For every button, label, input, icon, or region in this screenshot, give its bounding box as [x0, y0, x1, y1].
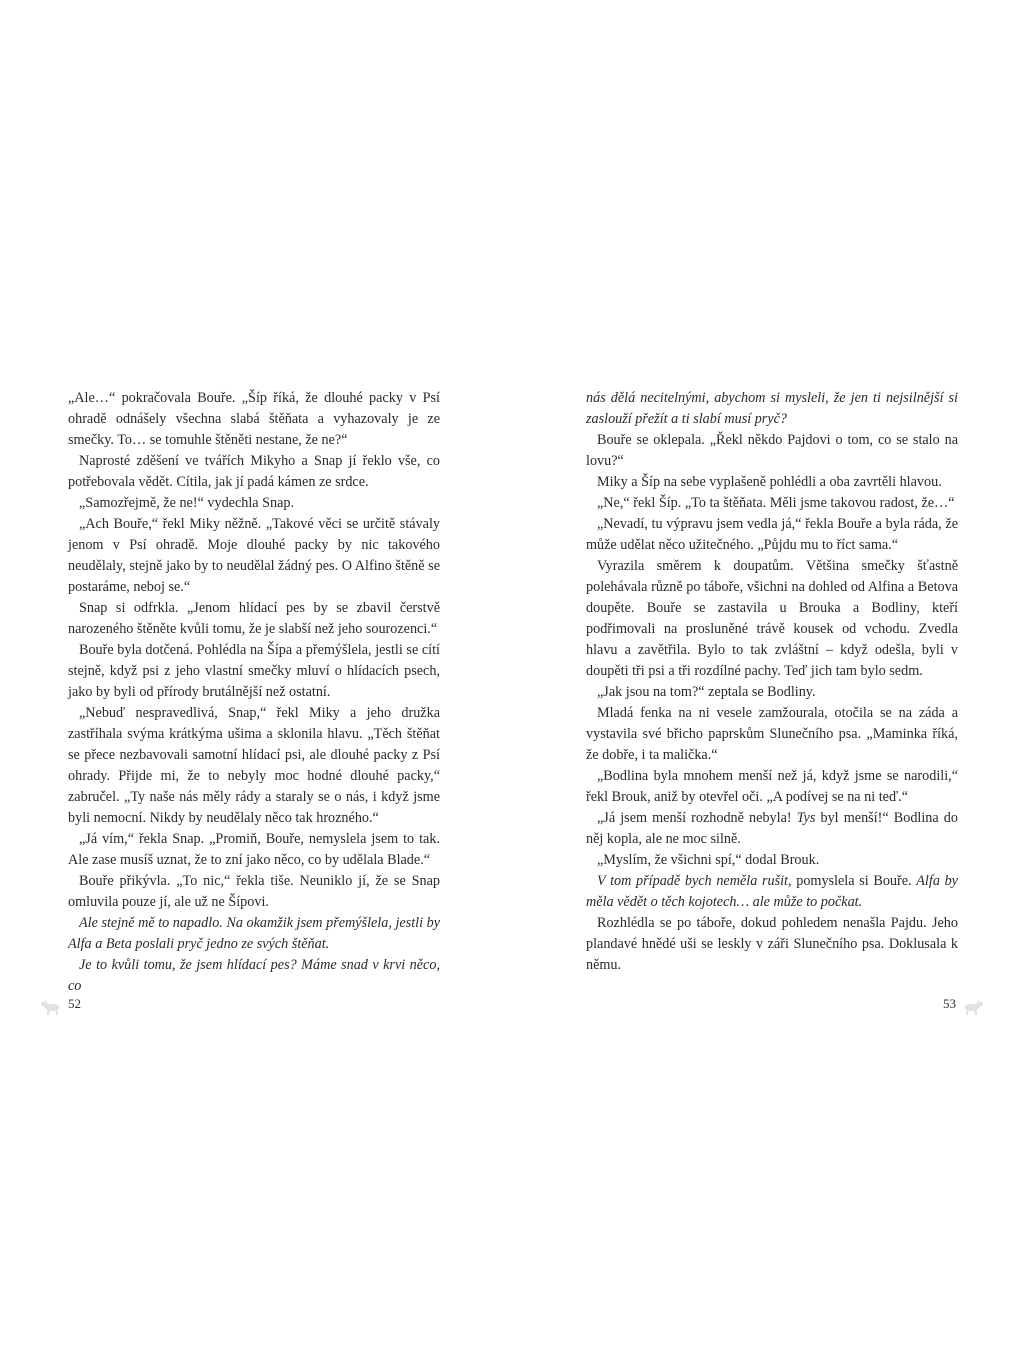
- left-page: [68, 388, 440, 997]
- paragraph: „Nebuď nespravedlivá, Snap,“ řekl Miky a jeho družka zastříhala svýma krátkýma ušima a sklonila hlavu. „Těch štěňat se přece nezbavovali samotní hlídací psi, ale dlouhé packy z Psí ohrady. Přijde mi, že to nebyly moc hodné dlouhé packy,“ zabručel. „Ty naše nás měly rády a staraly se o nás, i když jsme byli nemocní. Nikdy by neudělaly něco tak hrozného.“: [68, 705, 440, 826]
- text-run: pomyslela si Bouře.: [791, 873, 917, 889]
- paragraph: [586, 808, 958, 850]
- italic-thought-paragraph: Je to kvůli tomu, že jsem hlídací pes? Máme snad v krvi něco, co: [68, 957, 440, 994]
- paragraph: „Ne,“ řekl Šíp. „To ta štěňata. Měli jsme takovou radost, že…“: [597, 495, 955, 511]
- paragraph: „Jak jsou na tom?“ zeptala se Bodliny.: [597, 684, 816, 700]
- paragraph: „Samozřejmě, že ne!“ vydechla Snap.: [79, 495, 295, 511]
- text-run: byl menší!“ Bodlina do něj kopla, ale ne moc silně.: [586, 810, 958, 847]
- paragraph: Mladá fenka na ni vesele zamžourala, otočila se na záda a vystavila své břicho paprskům Slunečního psa. „Maminka říká, že dobře, i ta malička.“: [586, 705, 958, 763]
- dog-silhouette-icon: [38, 994, 62, 1018]
- text-run: „Já jsem menší rozhodně nebyla!: [597, 810, 797, 826]
- paragraph: „Ale…“ pokračovala Bouře. „Šíp říká, že dlouhé packy v Psí ohradě odnášely všechna slabá štěňata a vyhazovaly je ze smečky. To… se tomuhle štěněti nestane, že ne?“: [68, 390, 440, 448]
- paragraph: „Myslím, že všichni spí,“ dodal Brouk.: [597, 852, 820, 868]
- page-number: 52: [68, 996, 81, 1011]
- paragraph: „Bodlina byla mnohem menší než já, když jsme se narodili,“ řekl Brouk, aniž by otevřel oči. „A podívej se na ni teď.“: [586, 768, 958, 805]
- italic-thought-paragraph: nás dělá necitelnými, abychom si mysleli, že jen ti nejsilnější si zaslouží přežít a ti slabí musí pryč?: [586, 390, 958, 427]
- paragraph: Rozhlédla se po táboře, dokud pohledem nenašla Pajdu. Jeho plandavé hnědé uši se leskly v záři Slunečního psa. Doklusala k němu.: [586, 915, 958, 973]
- paragraph: Snap si odfrkla. „Jenom hlídací pes by se zbavil čerstvě narozeného štěněte kvůli tomu, že je slabší než jeho sourozenci.“: [68, 600, 440, 637]
- paragraph: [586, 871, 958, 913]
- emphasis: Alfa by měla vědět o těch kojotech… ale může to počkat.: [586, 873, 958, 910]
- paragraph: Miky a Šíp na sebe vyplašeně pohlédli a oba zavrtěli hlavou.: [597, 474, 942, 490]
- paragraph: „Nevadí, tu výpravu jsem vedla já,“ řekla Bouře a byla ráda, že může udělat něco užitečného. „Půjdu mu to říct sama.“: [586, 516, 958, 553]
- right-page: [586, 388, 958, 976]
- paragraph: Bouře se oklepala. „Řekl někdo Pajdovi o tom, co se stalo na lovu?“: [586, 432, 958, 469]
- paragraph: Bouře byla dotčená. Pohlédla na Šípa a přemýšlela, jestli se cítí stejně, když psi z jeho vlastní smečky mluví o hlídacích psech, jako by byli od přírody brutálnější než ostatní.: [68, 642, 440, 700]
- italic-thought-paragraph: Ale stejně mě to napadlo. Na okamžik jsem přemýšlela, jestli by Alfa a Beta poslali pryč jedno ze svých štěňat.: [68, 915, 440, 952]
- paragraph: „Já vím,“ řekla Snap. „Promiň, Bouře, nemyslela jsem to tak. Ale zase musíš uznat, že to zní jako něco, co by udělala Blade.“: [68, 831, 440, 868]
- emphasis: Tys: [796, 810, 816, 826]
- dog-silhouette-icon: [962, 994, 986, 1018]
- emphasis: V tom případě bych neměla rušit,: [597, 873, 792, 889]
- paragraph: Vyrazila směrem k doupatům. Většina smečky šťastně polehávala různě po táboře, všichni na dohled od Alfina a Betova doupěte. Bouře se zastavila u Brouka a Bodliny, kteří podřimovali na prosluněné trávě kousek od vchodu. Zvedla hlavu a zavětřila. Bylo to tak zvláštní – když odešla, byli v doupěti tři psi a tři rozdílné pachy. Teď jich tam bylo sedm.: [586, 558, 958, 679]
- paragraph: „Ach Bouře,“ řekl Miky něžně. „Takové věci se určitě stávaly jenom v Psí ohradě. Moje dlouhé packy by nic takového neudělaly, stejně jako by to neudělal žádný pes. O Alfino štěně se postaráme, neboj se.“: [68, 516, 440, 595]
- page-number: 53: [943, 996, 956, 1011]
- paragraph: Naprosté zděšení ve tvářích Mikyho a Snap jí řeklo vše, co potřebovala vědět. Cítila, jak jí padá kámen ze srdce.: [68, 453, 440, 490]
- paragraph: Bouře přikývla. „To nic,“ řekla tiše. Neuniklo jí, že se Snap omluvila pouze jí, ale už ne Šípovi.: [68, 873, 440, 910]
